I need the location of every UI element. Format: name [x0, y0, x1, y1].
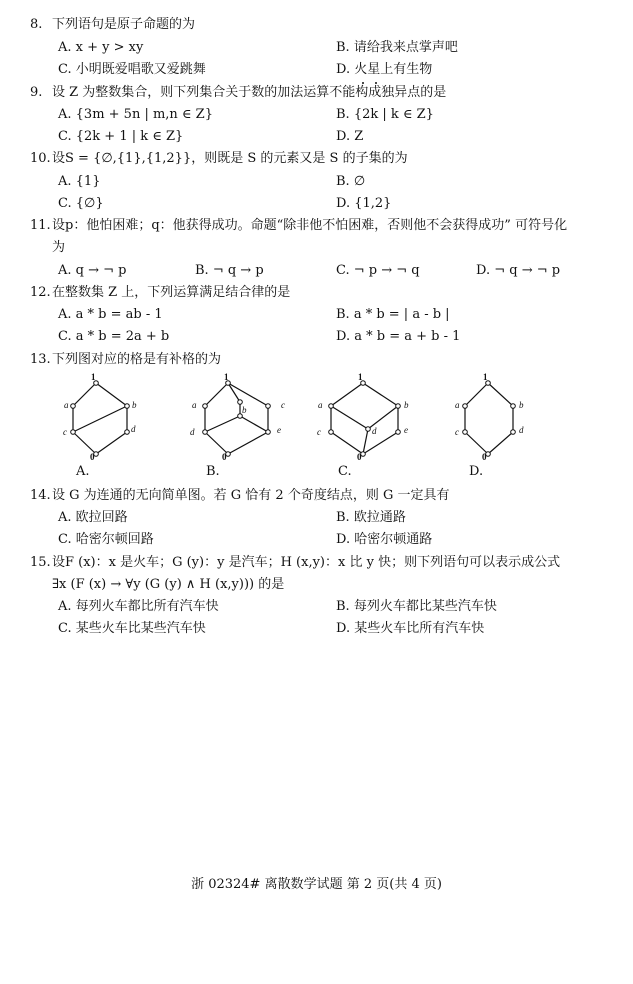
vertex-label: 0	[222, 452, 227, 462]
question-12-option-c: C. a * b = 2a + b	[58, 329, 170, 344]
question-14-stem: 设 G 为连通的无向简单图。若 G 恰有 2 个奇度结点，则 G 一定具有	[52, 488, 450, 503]
question-9-option-a: A. {3m + 5n | m,n ∈ Z}	[58, 107, 213, 122]
emphasis-dot	[375, 82, 377, 84]
question-8-option-c: C. 小明既爱唱歌又爱跳舞	[58, 62, 206, 77]
vertex-label: a	[64, 400, 69, 410]
question-10-option-c: C. {∅}	[58, 196, 104, 211]
question-11-option-a: A. q → ¬ p	[58, 263, 127, 278]
question-9-number: 9.	[30, 85, 43, 100]
vertex-label: d	[519, 425, 524, 435]
question-12-option-d: D. a * b = a + b - 1	[336, 329, 461, 344]
vertex-label: d	[131, 424, 136, 434]
vertex-label: a	[318, 400, 323, 410]
question-9-option-c: C. {2k + 1 | k ∈ Z}	[58, 129, 184, 144]
question-14-option-a: A. 欧拉回路	[58, 510, 128, 525]
vertex-label: e	[277, 425, 281, 435]
question-10-option-a: A. {1}	[58, 174, 101, 189]
vertex-label: 1	[224, 372, 229, 382]
question-12-option-b: B. a * b = | a - b |	[336, 307, 450, 322]
question-15-option-d: D. 某些火车比所有汽车快	[336, 621, 485, 636]
vertex-label: a	[192, 400, 197, 410]
question-11-number: 11.	[30, 218, 51, 233]
question-14-option-d: D. 哈密尔顿通路	[336, 532, 433, 547]
question-9-stem: 设 Z 为整数集合，则下列集合关于数的加法运算不能构成独异点的是	[52, 85, 447, 100]
question-15-option-b: B. 每列火车都比某些汽车快	[336, 599, 497, 614]
vertex-label: c	[317, 427, 321, 437]
page-footer: 浙 02324# 离散数学试题 第 2 页(共 4 页)	[191, 877, 442, 892]
question-10-number: 10.	[30, 151, 51, 166]
question-11-stem-line1: 设p：他怕困难；q：他获得成功。命题“除非他不怕困难，否则他不会获得成功” 可符号化	[52, 218, 568, 233]
question-10-stem: 设S = {∅,{1},{1,2}}，则既是 S 的元素又是 S 的子集的为	[52, 151, 408, 166]
vertex-label: 1	[91, 372, 96, 382]
question-9-option-d: D. Z	[336, 129, 364, 144]
vertex-label: 0	[357, 452, 362, 462]
question-8-stem: 下列语句是原子命题的为	[52, 17, 196, 32]
question-8-option-b: B. 请给我来点掌声吧	[336, 40, 458, 55]
vertex-label: e	[404, 425, 408, 435]
vertex-label: 1	[358, 372, 363, 382]
question-10-option-d: D. {1,2}	[336, 196, 392, 211]
vertex-label: 1	[483, 372, 488, 382]
question-13-stem: 下列图对应的格是有补格的为	[52, 352, 222, 367]
vertex-label: d	[372, 426, 377, 436]
question-11-option-c: C. ¬ p → ¬ q	[336, 263, 420, 278]
emphasis-dot	[362, 82, 364, 84]
question-15-stem-line1: 设F (x)：x 是火车；G (y)：y 是汽车；H (x,y)：x 比 y 快；则下列语句可以表示成公式	[52, 555, 561, 570]
figure-label-a: A.	[76, 464, 90, 479]
question-13-number: 13.	[30, 352, 51, 367]
figure-label-c: C.	[338, 464, 352, 479]
question-14-number: 14.	[30, 488, 51, 503]
vertex-label: 0	[482, 452, 487, 462]
vertex-label: b	[404, 400, 409, 410]
lattice-diagrams	[0, 372, 633, 472]
vertex-label: c	[455, 427, 459, 437]
question-11-option-b: B. ¬ q → p	[195, 263, 264, 278]
question-15-option-a: A. 每列火车都比所有汽车快	[58, 599, 219, 614]
figure-label-d: D.	[469, 464, 484, 479]
figure-label-b: B.	[206, 464, 220, 479]
question-8-number: 8.	[30, 17, 43, 32]
question-10-option-b: B. ∅	[336, 174, 366, 189]
vertex-label: b	[519, 400, 524, 410]
vertex-label: b	[242, 405, 247, 415]
question-12-option-a: A. a * b = ab - 1	[58, 307, 163, 322]
vertex-label: c	[281, 400, 285, 410]
question-12-stem: 在整数集 Z 上，下列运算满足结合律的是	[52, 285, 291, 300]
vertex-label: c	[63, 427, 67, 437]
question-11-option-d: D. ¬ q → ¬ p	[476, 263, 561, 278]
question-12-number: 12.	[30, 285, 51, 300]
question-15-stem-line2: ∃x (F (x) → ∀y (G (y) ∧ H (x,y))) 的是	[52, 577, 285, 592]
vertex-label: d	[190, 427, 195, 437]
question-9-option-b: B. {2k | k ∈ Z}	[336, 107, 434, 122]
vertex-label: b	[132, 400, 137, 410]
vertex-label: 0	[90, 452, 95, 462]
question-14-option-c: C. 哈密尔顿回路	[58, 532, 154, 547]
question-8-option-d: D. 火星上有生物	[336, 62, 433, 77]
question-15-number: 15.	[30, 555, 51, 570]
question-14-option-b: B. 欧拉通路	[336, 510, 406, 525]
question-15-option-c: C. 某些火车比某些汽车快	[58, 621, 206, 636]
vertex-label: a	[455, 400, 460, 410]
question-11-stem-line2: 为	[52, 240, 66, 255]
question-8-option-a: A. x + y > xy	[58, 40, 144, 55]
